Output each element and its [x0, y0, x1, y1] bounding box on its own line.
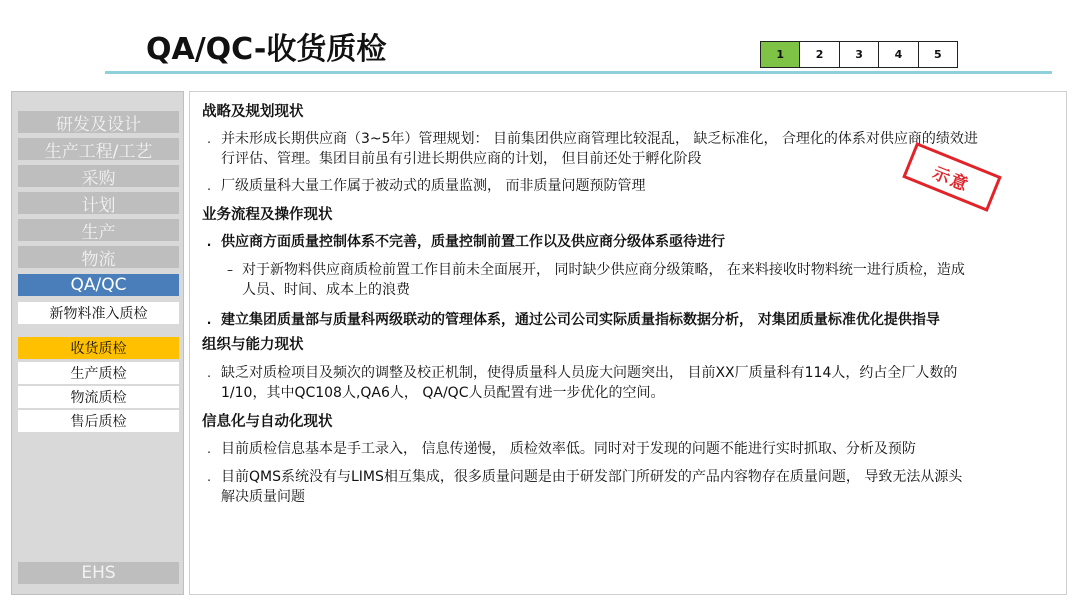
- bullet-mark: .: [207, 179, 211, 193]
- illustration-stamp: 示意: [902, 142, 1002, 212]
- sidebar-item-qaqc[interactable]: QA/QC: [18, 274, 179, 296]
- page-button-1[interactable]: 1: [761, 42, 800, 67]
- bullet-line: 并未形成长期供应商（3~5年）管理规划： 目前集团供应商管理比较混乱， 缺乏标准化， 合理化的体系对供应商的绩效进: [221, 131, 978, 147]
- bullet-mark: –: [227, 263, 233, 277]
- bullet-mark: .: [207, 470, 211, 484]
- bullet-line: 解决质量问题: [221, 489, 305, 505]
- page-navigator: [760, 41, 958, 68]
- bullet-line: 厂级质量科大量工作属于被动式的质量监测， 而非质量问题预防管理: [221, 178, 646, 194]
- subitem-receiving-qc[interactable]: 收货质检: [18, 337, 179, 359]
- sidebar-item-production[interactable]: 生产: [18, 219, 179, 241]
- sidebar-item-rd-design[interactable]: 研发及设计: [18, 111, 179, 133]
- bullet-line: 目前QMS系统没有与LIMS相互集成，很多质量问题是由于研发部门所研发的产品内容物存在质量问题， 导致无法从源头: [221, 469, 963, 485]
- title-divider: [105, 71, 1052, 74]
- bullet-mark: .: [206, 235, 212, 249]
- bullet-mark: .: [206, 313, 212, 327]
- sidebar-item-procurement[interactable]: 采购: [18, 165, 179, 187]
- bullet-line: 建立集团质量部与质量科两级联动的管理体系，通过公司公司实际质量指标数据分析， 对集团质量标准优化提供指导: [221, 312, 940, 328]
- page-button-4[interactable]: 4: [879, 42, 918, 67]
- page-button-2[interactable]: 2: [800, 42, 839, 67]
- subitem-new-material-qc[interactable]: 新物料准入质检: [18, 302, 179, 324]
- subitem-logistics-qc[interactable]: 物流质检: [18, 386, 179, 408]
- sidebar-item-production-engineering[interactable]: 生产工程/工艺: [18, 138, 179, 160]
- bullet-mark: .: [207, 132, 211, 146]
- sidebar-item-planning[interactable]: 计划: [18, 192, 179, 214]
- bullet-mark: .: [207, 366, 211, 380]
- section-heading-process: 业务流程及操作现状: [202, 207, 333, 223]
- list-item: [206, 310, 1061, 330]
- page-button-3[interactable]: 3: [840, 42, 879, 67]
- bullet-line: 供应商方面质量控制体系不完善，质量控制前置工作以及供应商分级体系亟待进行: [221, 234, 725, 250]
- bullet-line: 1/10，其中QC108人,QA6人， QA/QC人员配置有进一步优化的空间。: [221, 385, 665, 401]
- sidebar: [11, 91, 184, 595]
- page-button-5[interactable]: 5: [919, 42, 957, 67]
- section-heading-strategy: 战略及规划现状: [202, 104, 304, 120]
- list-item: [207, 363, 1061, 403]
- sidebar-item-logistics[interactable]: 物流: [18, 246, 179, 268]
- list-item: [207, 439, 1061, 459]
- subitem-aftersales-qc[interactable]: 售后质检: [18, 410, 179, 432]
- section-heading-it-automation: 信息化与自动化现状: [202, 414, 333, 430]
- bullet-line: 行评估、管理。集团目前虽有引进长期供应商的计划， 但目前还处于孵化阶段: [221, 151, 702, 167]
- page-title: QA/QC-收货质检: [146, 32, 387, 67]
- bullet-line: 人员、时间、成本上的浪费: [242, 282, 410, 298]
- bullet-mark: .: [207, 442, 211, 456]
- bullet-line: 缺乏对质检项目及频次的调整及校正机制，使得质量科人员庞大问题突出， 目前XX厂质量科有114人，约占全厂人数的: [221, 365, 958, 381]
- bullet-line: 对于新物料供应商质检前置工作目前未全面展开， 同时缺少供应商分级策略， 在来料接收时物料统一进行质检，造成: [242, 262, 965, 278]
- bullet-line: 目前质检信息基本是手工录入， 信息传递慢， 质检效率低。同时对于发现的问题不能进行实时抓取、分析及预防: [221, 441, 916, 457]
- list-item: [206, 232, 1061, 252]
- sidebar-item-ehs[interactable]: EHS: [18, 562, 179, 584]
- list-item: [227, 260, 1062, 300]
- subitem-production-qc[interactable]: 生产质检: [18, 362, 179, 384]
- section-heading-organization: 组织与能力现状: [202, 337, 304, 353]
- list-item: [207, 467, 1061, 507]
